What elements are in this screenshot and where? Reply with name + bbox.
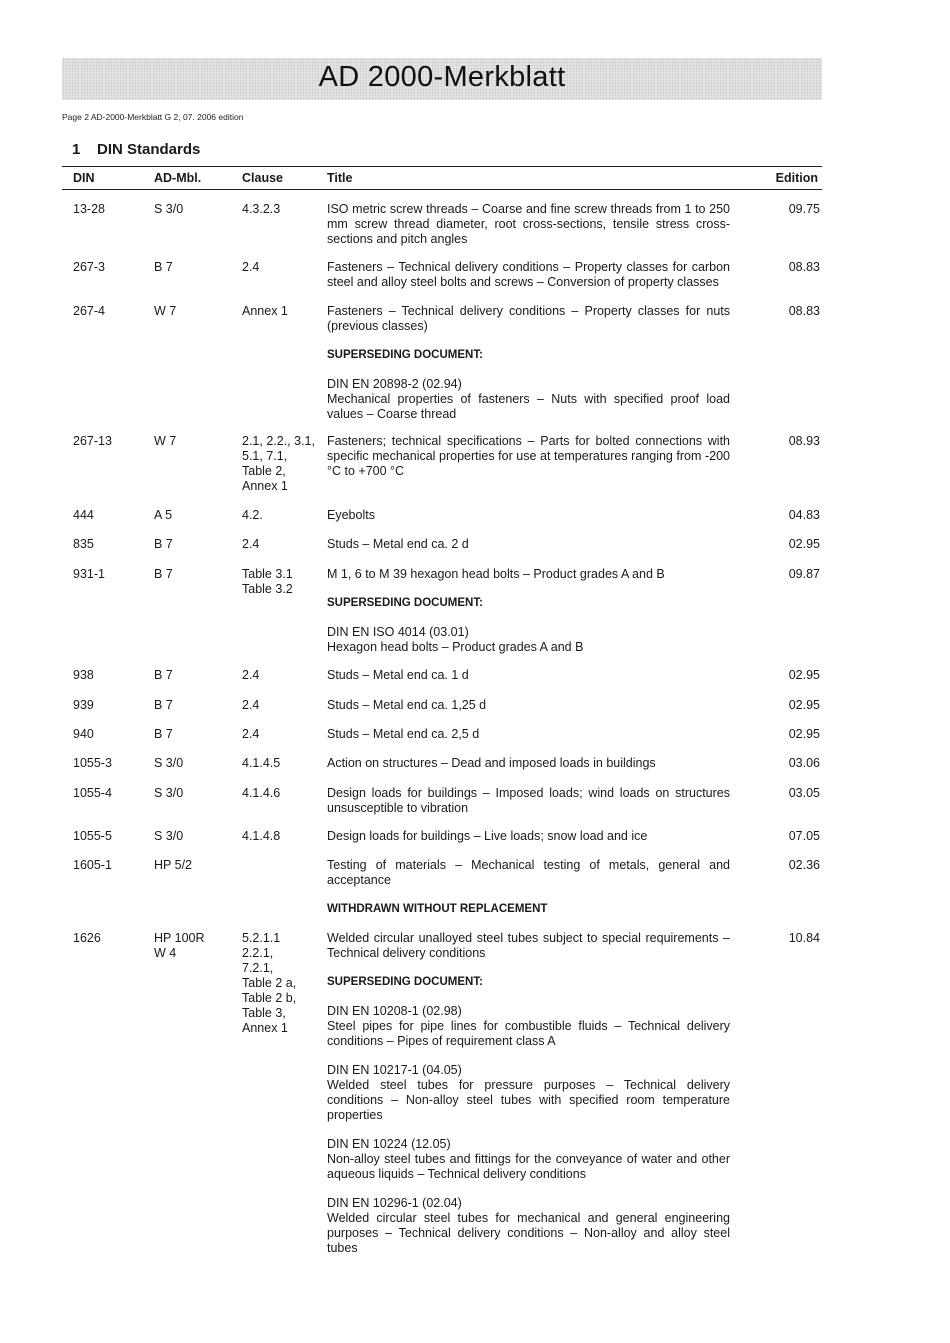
ad-mbl: B 7 — [154, 260, 173, 274]
banner-title: AD 2000-Merkblatt — [318, 61, 566, 93]
section-number: 1 — [72, 141, 81, 158]
din-number: 267-4 — [73, 304, 105, 318]
page-reference: Page 2 AD-2000-Merkblatt G 2, 07. 2006 edition — [62, 112, 244, 122]
clause: 4.2. — [242, 508, 263, 522]
title: Welded circular unalloyed steel tubes subject to special requirements – Technical delivery conditions — [327, 931, 730, 960]
edition: 10.84 — [788, 931, 820, 945]
title: Testing of materials – Mechanical testing of metals, general and acceptance — [327, 858, 730, 887]
edition: 02.95 — [788, 727, 820, 741]
clause-line: 2.1, 2.2., 3.1, — [242, 434, 315, 448]
column-header-edition: Edition — [775, 171, 818, 185]
superseding-title: Hexagon head bolts – Product grades A and B — [327, 640, 584, 654]
edition: 03.06 — [788, 756, 820, 770]
title: Action on structures – Dead and imposed loads in buildings — [327, 756, 656, 770]
clause-line: 5.2.1.1 — [242, 931, 281, 945]
superseding-ref: DIN EN ISO 4014 (03.01) — [327, 625, 469, 639]
ad-mbl: S 3/0 — [154, 756, 184, 770]
edition: 04.83 — [788, 508, 820, 522]
superseding-heading: SUPERSEDING DOCUMENT: — [327, 597, 483, 609]
title: M 1, 6 to M 39 hexagon head bolts – Product grades A and B — [327, 567, 665, 581]
clause-line: 7.2.1, — [242, 961, 274, 975]
din-number: 1055-5 — [73, 829, 112, 843]
withdrawn-note: WITHDRAWN WITHOUT REPLACEMENT — [327, 903, 548, 915]
ad-mbl-line: W 4 — [154, 946, 177, 960]
superseding-title: Non-alloy steel tubes and fittings for the conveyance of water and other aqueous liquids – Technical delivery conditions — [327, 1152, 730, 1181]
din-number: 1055-3 — [73, 756, 112, 770]
superseding-ref: DIN EN 10217-1 (04.05) — [327, 1063, 462, 1077]
din-number: 931-1 — [73, 567, 105, 581]
ad-mbl: B 7 — [154, 537, 173, 551]
column-header-clause: Clause — [242, 171, 283, 185]
edition: 03.05 — [788, 786, 820, 800]
clause: 2.4 — [242, 260, 260, 274]
ad-mbl: B 7 — [154, 727, 173, 741]
clause-line: Table 3, — [242, 1006, 286, 1020]
title: Studs – Metal end ca. 1,25 d — [327, 698, 487, 712]
clause: 4.1.4.5 — [242, 756, 281, 770]
superseding-title: Welded steel tubes for pressure purposes – Technical delivery conditions – Non-alloy steel tubes with specified room temperature properties — [327, 1078, 730, 1122]
clause-line: Table 2 b, — [242, 991, 297, 1005]
clause: 4.1.4.6 — [242, 786, 281, 800]
din-number: 938 — [73, 668, 94, 682]
din-number: 835 — [73, 537, 94, 551]
column-header-ad-mbl: AD-Mbl. — [154, 171, 202, 185]
title: Fasteners; technical specifications – Parts for bolted connections with specific mechanical properties for use at temperatures ranging from -200 °C to +700 °C — [327, 434, 730, 478]
clause: 4.1.4.8 — [242, 829, 281, 843]
din-number: 940 — [73, 727, 94, 741]
clause: 2.4 — [242, 668, 260, 682]
title-cell — [327, 931, 730, 1256]
title-cell — [327, 304, 730, 422]
clause-line: Annex 1 — [242, 479, 288, 493]
ad-mbl: B 7 — [154, 668, 173, 682]
column-header-din: DIN — [73, 171, 95, 185]
title: Eyebolts — [327, 508, 375, 522]
din-number: 13-28 — [73, 202, 105, 216]
superseding-ref: DIN EN 10296-1 (02.04) — [327, 1196, 462, 1210]
clause-line: Table 2 a, — [242, 976, 297, 990]
ad-mbl-lines — [154, 931, 205, 961]
din-number: 939 — [73, 698, 94, 712]
clause-line: Table 3.1 — [242, 567, 293, 581]
clause: 4.3.2.3 — [242, 202, 281, 216]
title: ISO metric screw threads – Coarse and fine screw threads from 1 to 250 mm screw thread diameter, root cross-sections, tensile stress cross-sections and pitch angles — [327, 202, 730, 246]
din-number: 267-3 — [73, 260, 105, 274]
ad-mbl-line: HP 100R — [154, 931, 205, 945]
clause-line: Annex 1 — [242, 1021, 288, 1035]
edition: 09.75 — [788, 202, 820, 216]
edition: 09.87 — [788, 567, 820, 581]
superseding-ref: DIN EN 20898-2 (02.94) — [327, 377, 462, 391]
clause: 2.4 — [242, 727, 260, 741]
clause: 2.4 — [242, 698, 260, 712]
edition: 02.95 — [788, 698, 820, 712]
clause-line: Table 3.2 — [242, 582, 293, 596]
clause-lines — [242, 931, 296, 1036]
title-cell — [327, 567, 730, 655]
clause-line: 2.2.1, — [242, 946, 274, 960]
ad-mbl: HP 5/2 — [154, 858, 192, 872]
superseding-title: Welded circular steel tubes for mechanical and general engineering purposes – Technical delivery conditions – Non-alloy and alloy steel tubes — [327, 1211, 730, 1255]
title: Studs – Metal end ca. 2,5 d — [327, 727, 480, 741]
title: Studs – Metal end ca. 2 d — [327, 537, 469, 551]
title: Design loads for buildings – Live loads; snow load and ice — [327, 829, 648, 843]
clause-line: Table 2, — [242, 464, 286, 478]
clause-lines — [242, 567, 293, 597]
din-number: 1626 — [73, 931, 101, 945]
ad-mbl: S 3/0 — [154, 829, 184, 843]
clause: Annex 1 — [242, 304, 288, 318]
din-number: 267-13 — [73, 434, 112, 448]
din-number: 1055-4 — [73, 786, 112, 800]
title: Fasteners – Technical delivery conditions – Property classes for nuts (previous classes) — [327, 304, 730, 333]
din-number: 1605-1 — [73, 858, 112, 872]
superseding-ref: DIN EN 10208-1 (02.98) — [327, 1004, 462, 1018]
ad-mbl: B 7 — [154, 567, 173, 581]
edition: 02.95 — [788, 668, 820, 682]
title-cell — [327, 858, 730, 917]
ad-mbl: W 7 — [154, 304, 177, 318]
superseding-title: Steel pipes for pipe lines for combustible fluids – Technical delivery conditions – Pipes of requirement class A — [327, 1019, 730, 1048]
edition: 08.93 — [788, 434, 820, 448]
ad-mbl: A 5 — [154, 508, 173, 522]
edition: 02.36 — [788, 858, 820, 872]
title: Studs – Metal end ca. 1 d — [327, 668, 469, 682]
clause: 2.4 — [242, 537, 260, 551]
column-header-title: Title — [327, 171, 353, 185]
section-title-text: DIN Standards — [97, 141, 201, 158]
edition: 07.05 — [788, 829, 820, 843]
ad-mbl: B 7 — [154, 698, 173, 712]
superseding-heading: SUPERSEDING DOCUMENT: — [327, 976, 483, 988]
title: Design loads for buildings – Imposed loads; wind loads on structures unsusceptible to vibration — [327, 786, 730, 815]
clause-line: 5.1, 7.1, — [242, 449, 288, 463]
superseding-title: Mechanical properties of fasteners – Nuts with specified proof load values – Coarse thread — [327, 392, 730, 421]
superseding-heading: SUPERSEDING DOCUMENT: — [327, 349, 483, 361]
ad-mbl: S 3/0 — [154, 202, 184, 216]
din-number: 444 — [73, 508, 94, 522]
clause-lines — [242, 434, 315, 494]
superseding-ref: DIN EN 10224 (12.05) — [327, 1137, 451, 1151]
edition: 08.83 — [788, 304, 820, 318]
ad-mbl: S 3/0 — [154, 786, 184, 800]
edition: 08.83 — [788, 260, 820, 274]
edition: 02.95 — [788, 537, 820, 551]
ad-mbl: W 7 — [154, 434, 177, 448]
title: Fasteners – Technical delivery conditions – Property classes for carbon steel and alloy steel bolts and screws – Conversion of property classes — [327, 260, 730, 289]
